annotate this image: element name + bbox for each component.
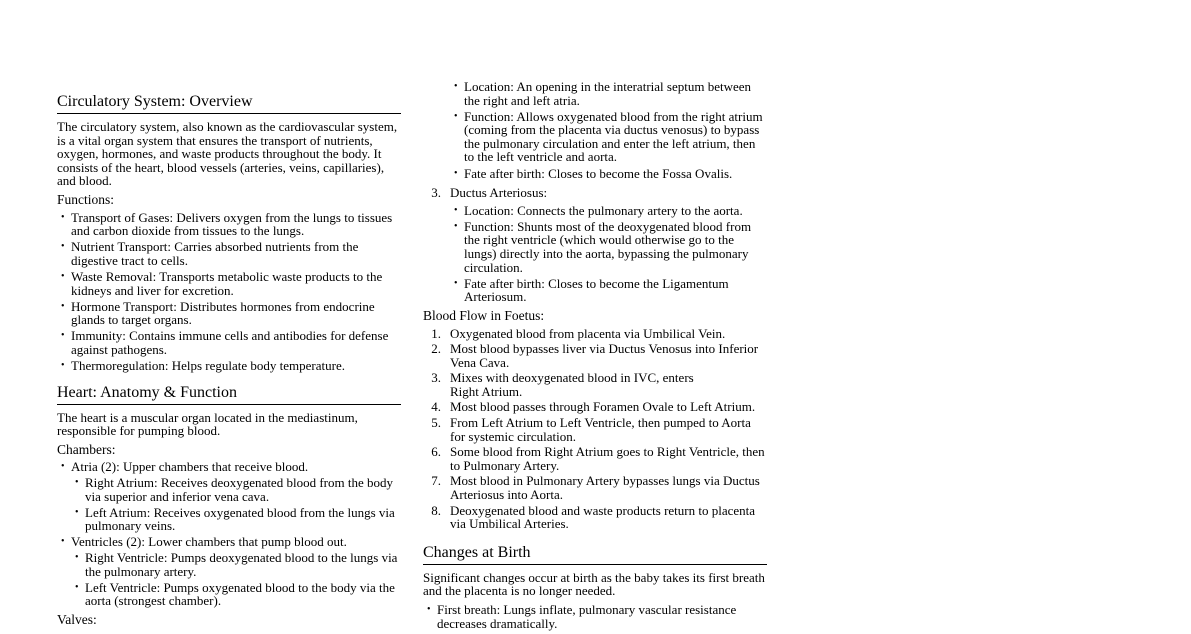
flow-step-number: 4. (431, 399, 441, 415)
function-item-waste: • Waste Removal: Transports metabolic waste products to the kidneys and liver for excretion. (57, 270, 401, 297)
changes-at-birth-intro: Significant changes occur at birth as the baby takes its first breath and the placenta is no longer needed. (423, 569, 765, 599)
atria-sublist (71, 476, 401, 533)
chamber-item-ventricles (57, 535, 401, 607)
foramen-location: • Location: An opening in the interatrial septum between the right and left atria. (450, 80, 767, 107)
flow-step-text: Mixes with deoxygenated blood in IVC, enters Right Atrium. (450, 370, 694, 399)
chambers-list (57, 460, 401, 607)
flow-step-text: Most blood passes through Foramen Ovale to Left Atrium. (450, 399, 756, 415)
flow-step-text: Some blood from Right Atrium goes to Right Ventricle, then to Pulmonary Artery. (450, 444, 765, 473)
chamber-item-atria (57, 460, 401, 532)
flow-step (423, 371, 767, 398)
function-item-hormones: • Hormone Transport: Distributes hormones from endocrine glands to target organs. (57, 300, 401, 327)
flow-step (423, 327, 767, 341)
flow-step-number: 1. (431, 325, 441, 341)
function-item-gases: • Transport of Gases: Delivers oxygen from the lungs to tissues and carbon dioxide from tissues to the lungs. (57, 211, 401, 238)
chamber-item-right-ventricle: • Right Ventricle: Pumps deoxygenated blood to the lungs via the pulmonary artery. (71, 551, 401, 578)
foramen-function: • Function: Allows oxygenated blood from the right atrium (coming from the placenta via ductus venosus) to bypass the pulmonary circulation and enter the left atrium, then to the left ventricle and aorta. (450, 110, 767, 164)
flow-step (423, 474, 767, 501)
foramen-ovale-sublist (450, 80, 767, 180)
birth-changes-list (423, 603, 767, 630)
changes-at-birth-heading: Changes at Birth (423, 543, 767, 565)
blood-flow-heading: Blood Flow in Foetus: (423, 307, 545, 323)
function-item-immunity: • Immunity: Contains immune cells and antibodies for defense against pathogens. (57, 329, 401, 356)
blood-flow-list (423, 327, 767, 531)
flow-step-number: 6. (431, 444, 441, 460)
ductus-arteriosus-item (423, 186, 767, 304)
chambers-heading: Chambers: (57, 441, 116, 457)
flow-step-number: 3. (431, 370, 441, 386)
ductus-location: • Location: Connects the pulmonary artery to the aorta. (450, 204, 767, 218)
birth-change-first-breath: • First breath: Lungs inflate, pulmonary vascular resistance decreases dramatically. (423, 603, 767, 630)
flow-step (423, 342, 767, 369)
overview-intro: The circulatory system, also known as the cardiovascular system, is a vital organ system that ensures the transport of nutrients, oxygen, hormones, and waste products throughout the body. It consists of the heart, blood vessels (arteries, veins, capillaries), and blood. (57, 119, 398, 189)
atria-label: Atria (2): Upper chambers that receive blood. (71, 459, 309, 475)
foramen-fate: • Fate after birth: Closes to become the Fossa Ovalis. (450, 167, 767, 181)
ductus-fate: • Fate after birth: Closes to become the Ligamentum Arteriosum. (450, 277, 767, 304)
ductus-sublist (450, 204, 767, 304)
ventricles-sublist (71, 551, 401, 608)
chamber-item-left-atrium: • Left Atrium: Receives oxygenated blood from the lungs via pulmonary veins. (71, 506, 401, 533)
valves-heading: Valves: (57, 611, 97, 627)
heart-intro: The heart is a muscular organ located in the mediastinum, responsible for pumping blood. (57, 409, 358, 439)
flow-step-text: Oxygenated blood from placenta via Umbilical Vein. (450, 325, 726, 341)
ductus-function: • Function: Shunts most of the deoxygenated blood from the right ventricle (which would otherwise go to the lungs) directly into the aorta, bypassing the pulmonary circulation. (450, 220, 767, 274)
functions-list (57, 211, 401, 373)
chamber-item-left-ventricle: • Left Ventricle: Pumps oxygenated blood to the body via the aorta (strongest chamber). (71, 581, 401, 608)
flow-step (423, 400, 767, 414)
ventricles-label: Ventricles (2): Lower chambers that pump blood out. (71, 534, 347, 550)
flow-step-number: 7. (431, 473, 441, 489)
heart-heading: Heart: Anatomy & Function (57, 383, 401, 405)
flow-step (423, 416, 767, 443)
flow-step-text: Most blood in Pulmonary Artery bypasses lungs via Ductus Arteriosus into Aorta. (450, 473, 760, 503)
flow-step-text: Most blood bypasses liver via Ductus Venosus into Inferior Vena Cava. (450, 341, 759, 370)
flow-step-text: Deoxygenated blood and waste products return to placenta via Umbilical Arteries. (450, 502, 756, 532)
ductus-number: 3. (431, 185, 441, 201)
function-item-thermoregulation: • Thermoregulation: Helps regulate body temperature. (57, 359, 401, 373)
flow-step-number: 2. (431, 341, 441, 357)
flow-step (423, 445, 767, 472)
foramen-ovale-item (423, 80, 767, 180)
flow-step (423, 504, 767, 531)
ductus-title: Ductus Arteriosus: (450, 185, 548, 201)
fetal-structures-list (423, 80, 767, 304)
chamber-item-right-atrium: • Right Atrium: Receives deoxygenated blood from the body via superior and inferior vena cava. (71, 476, 401, 503)
right-column (423, 80, 767, 634)
functions-heading: Functions: (57, 191, 115, 207)
left-column (57, 92, 401, 630)
flow-step-number: 5. (431, 415, 441, 431)
flow-step-text: From Left Atrium to Left Ventricle, then pumped to Aorta for systemic circulation. (450, 415, 751, 444)
overview-heading: Circulatory System: Overview (57, 92, 401, 114)
function-item-nutrients: • Nutrient Transport: Carries absorbed nutrients from the digestive tract to cells. (57, 240, 401, 267)
flow-step-number: 8. (431, 502, 441, 518)
